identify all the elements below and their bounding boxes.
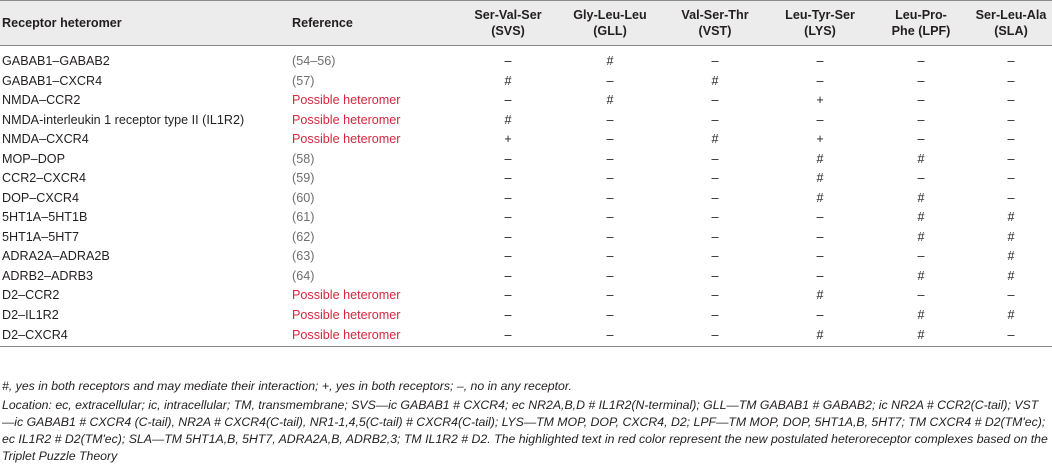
sla-cell: – [1007, 54, 1015, 69]
receptor-cell: CCR2–CXCR4 [2, 171, 86, 186]
svs-cell: # [504, 112, 512, 127]
lpf-cell: – [917, 112, 925, 127]
receptor-cell: 5HT1A–5HT7 [2, 229, 79, 244]
svs-cell: – [504, 288, 512, 303]
svs-cell: – [458, 325, 558, 347]
reference-cell: (60) [292, 190, 315, 205]
lpf-cell: # [917, 307, 925, 322]
svs-cell: – [504, 307, 512, 322]
sla-cell: # [1007, 307, 1015, 322]
vst-cell: – [711, 307, 719, 322]
table-row [0, 169, 1052, 189]
header-line: Val-Ser-Thr [681, 8, 749, 22]
receptor-cell: NMDA–CCR2 [2, 93, 81, 108]
col-header-svs [458, 1, 558, 46]
col-header-lpf [872, 1, 970, 46]
gll-cell: – [606, 171, 614, 186]
gll-cell: – [606, 73, 614, 88]
table-row [0, 228, 1052, 248]
table-row [0, 325, 1052, 347]
reference-cell: (57) [292, 73, 315, 88]
header-row [0, 1, 1052, 46]
vst-cell: – [711, 171, 719, 186]
receptor-cell: ADRB2–ADRB3 [2, 268, 93, 283]
lys-cell: – [816, 229, 824, 244]
table-row [0, 189, 1052, 209]
lpf-cell: # [872, 325, 970, 347]
header-line: Gly-Leu-Leu [573, 8, 647, 22]
table-row [0, 130, 1052, 150]
header-line: (GLL) [593, 24, 627, 38]
footnote-legend: #, yes in both receptors and may mediate their interaction; +, yes in both receptors; –, no in any receptor. [2, 379, 572, 393]
gll-cell: – [606, 229, 614, 244]
reference-cell-highlighted: Possible heteromer [292, 132, 401, 147]
sla-cell: – [1007, 73, 1015, 88]
svs-cell: – [504, 249, 512, 264]
vst-cell: – [711, 249, 719, 264]
vst-cell: – [711, 190, 719, 205]
receptor-cell: DOP–CXCR4 [2, 190, 79, 205]
svs-cell: – [504, 268, 512, 283]
sla-cell: # [1007, 229, 1015, 244]
gll-cell: – [606, 112, 614, 127]
table-row [0, 72, 1052, 92]
gll-cell: # [606, 93, 614, 108]
lpf-cell: # [917, 190, 925, 205]
lys-cell: # [816, 288, 824, 303]
vst-cell: – [711, 288, 719, 303]
col-header-vst [662, 1, 768, 46]
table-row [0, 306, 1052, 326]
lpf-cell: – [917, 132, 925, 147]
reference-cell-highlighted: Possible heteromer [292, 307, 401, 322]
lpf-cell: – [917, 93, 925, 108]
header-line: Leu-Pro- [895, 8, 947, 22]
header-line: Ser-Val-Ser [474, 8, 542, 22]
svs-cell: – [504, 210, 512, 225]
vst-cell: – [711, 229, 719, 244]
gll-cell: – [606, 288, 614, 303]
reference-cell: (63) [292, 249, 315, 264]
reference-cell: (58) [292, 151, 315, 166]
sla-cell: – [1007, 171, 1015, 186]
lpf-cell: – [917, 288, 925, 303]
sla-cell: – [1007, 112, 1015, 127]
sla-cell: – [1007, 93, 1015, 108]
vst-cell: – [711, 210, 719, 225]
col-header-reference: Reference [290, 1, 458, 46]
lys-cell: # [816, 171, 824, 186]
sla-cell: – [1007, 288, 1015, 303]
sla-cell: – [1007, 190, 1015, 205]
table-row [0, 286, 1052, 306]
gll-cell: – [558, 325, 662, 347]
gll-cell: – [606, 249, 614, 264]
receptor-cell: 5HT1A–5HT1B [2, 210, 88, 225]
lpf-cell: # [917, 151, 925, 166]
svs-cell: – [504, 229, 512, 244]
gll-cell: – [606, 307, 614, 322]
gll-cell: – [606, 151, 614, 166]
sla-cell: # [1007, 268, 1015, 283]
table-row [0, 91, 1052, 111]
header-line: Phe (LPF) [891, 24, 951, 38]
svs-cell: – [504, 54, 512, 69]
receptor-cell: MOP–DOP [2, 151, 65, 166]
reference-cell: (62) [292, 229, 315, 244]
lpf-cell: # [917, 268, 925, 283]
gll-cell: – [606, 210, 614, 225]
gll-cell: – [606, 268, 614, 283]
header-line: Leu-Tyr-Ser [785, 8, 855, 22]
table-row [0, 267, 1052, 287]
lpf-cell: – [917, 171, 925, 186]
header-line: Ser-Leu-Ala [975, 8, 1047, 22]
receptor-cell: D2–CXCR4 [0, 325, 290, 347]
table-body [0, 46, 1052, 347]
reference-cell: (64) [292, 268, 315, 283]
lys-cell: – [816, 249, 824, 264]
svs-cell: – [504, 151, 512, 166]
lys-cell: # [816, 151, 824, 166]
receptor-cell: GABAB1–GABAB2 [2, 54, 110, 69]
svs-cell: # [504, 73, 512, 88]
header-line: (LYS) [804, 24, 836, 38]
vst-cell: – [711, 268, 719, 283]
col-header-sla [970, 1, 1052, 46]
lys-cell: + [816, 93, 824, 108]
receptor-cell: D2–IL1R2 [2, 307, 59, 322]
gll-cell: # [606, 54, 614, 69]
header-line: (VST) [698, 24, 732, 38]
reference-cell: (54–56) [292, 54, 336, 69]
svs-cell: – [504, 171, 512, 186]
sla-cell: – [1007, 151, 1015, 166]
table-row [0, 247, 1052, 267]
receptor-cell: ADRA2A–ADRA2B [2, 249, 110, 264]
sla-cell: – [970, 325, 1052, 347]
svs-cell: – [504, 190, 512, 205]
lpf-cell: – [917, 73, 925, 88]
lys-cell: – [816, 112, 824, 127]
receptor-cell: D2–CCR2 [2, 288, 60, 303]
svs-cell: – [504, 93, 512, 108]
vst-cell: – [711, 151, 719, 166]
reference-cell-highlighted: Possible heteromer [292, 93, 401, 108]
vst-cell: – [711, 112, 719, 127]
lys-cell: – [816, 307, 824, 322]
lys-cell: – [816, 54, 824, 69]
reference-cell-highlighted: Possible heteromer [292, 288, 401, 303]
footnote-location: Location: ec, extracellular; ic, intracellular; TM, transmembrane; SVS—ic GABAB1 # CXCR4; ec NR2A,B,D # IL1R2(N-terminal); GLL—TM GABAB1 # GABAB2; ic NR2A # CCR2(C-tail); VST—ic GABAB1 # CXCR4 (C-tail), NR2A # CXCR4(C-tail), NR1-1,4,5(C-tail) # CXCR4(C-tail); LYS—TM MOP, DOP, CXCR4, D2; LPF—TM MOP, DOP, 5HT1A,B, 5HT7; TM CXCR4 # D2(TM'ec); ec IL1R2 # D2(TM'ec); SLA—TM 5HT1A,B, 5HT7, ADRA2A,B, ADRB2,3; TM IL1R2 # D2. The highlighted text in red color represent the new postulated heteroreceptor complexes based on the Triplet Puzzle Theory [2, 398, 1048, 463]
col-header-receptor: Receptor heteromer [0, 1, 290, 46]
vst-cell: # [711, 73, 719, 88]
table-row [0, 208, 1052, 228]
lys-cell: – [816, 268, 824, 283]
col-header-lys [768, 1, 872, 46]
vst-cell: # [711, 132, 719, 147]
lpf-cell: # [917, 210, 925, 225]
header-line: (SLA) [994, 24, 1028, 38]
reference-cell-highlighted: Possible heteromer [292, 112, 401, 127]
reference-cell: (59) [292, 171, 315, 186]
sla-cell: # [1007, 210, 1015, 225]
lys-cell: # [816, 190, 824, 205]
table-row [0, 150, 1052, 170]
sla-cell: # [1007, 249, 1015, 264]
table-row [0, 111, 1052, 131]
reference-cell-highlighted: Possible heteromer [290, 325, 458, 347]
receptor-cell: NMDA–CXCR4 [2, 132, 89, 147]
lys-cell: – [816, 210, 824, 225]
gll-cell: – [606, 132, 614, 147]
lys-cell: – [816, 73, 824, 88]
reference-cell: (61) [292, 210, 315, 225]
vst-cell: – [711, 54, 719, 69]
lpf-cell: – [917, 54, 925, 69]
sla-cell: – [1007, 132, 1015, 147]
vst-cell: – [662, 325, 768, 347]
table-footnotes [2, 378, 1048, 465]
col-header-gll [558, 1, 662, 46]
lys-cell: # [768, 325, 872, 347]
vst-cell: – [711, 93, 719, 108]
receptor-cell: NMDA-interleukin 1 receptor type II (IL1R2) [2, 112, 245, 127]
table-row [0, 46, 1052, 72]
lpf-cell: # [917, 229, 925, 244]
receptor-cell: GABAB1–CXCR4 [2, 73, 103, 88]
lpf-cell: – [917, 249, 925, 264]
lys-cell: + [816, 132, 824, 147]
svs-cell: + [504, 132, 512, 147]
header-line: (SVS) [491, 24, 525, 38]
gll-cell: – [606, 190, 614, 205]
